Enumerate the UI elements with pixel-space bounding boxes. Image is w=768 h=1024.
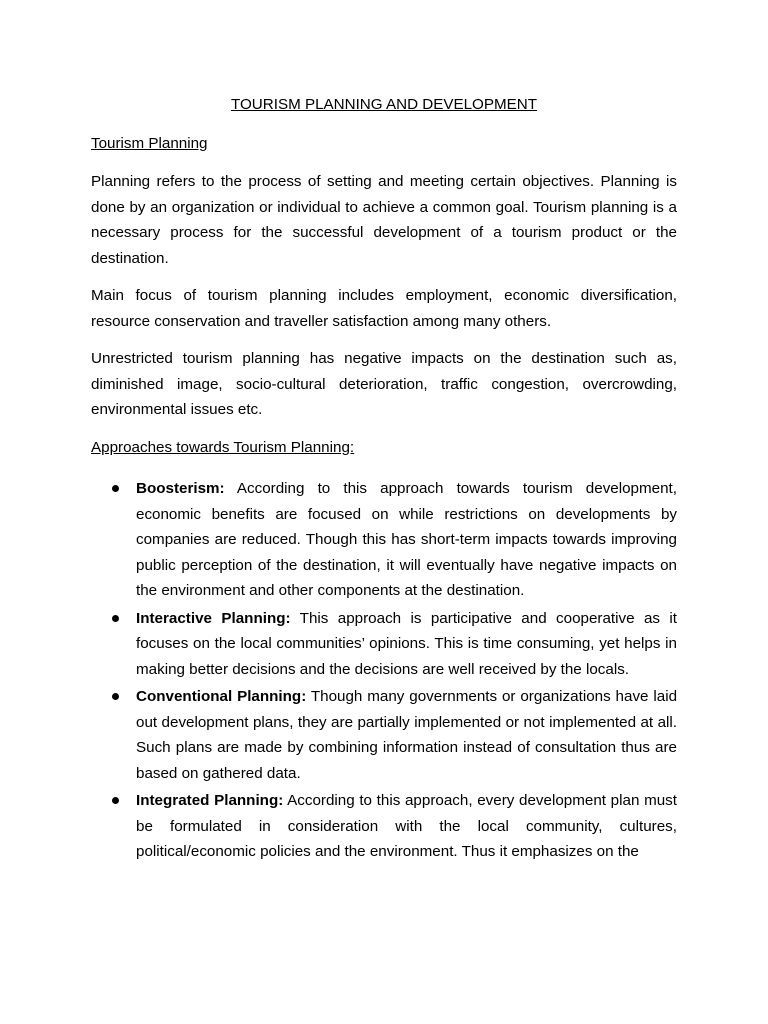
approaches-heading: Approaches towards Tourism Planning:: [91, 438, 355, 456]
bullet-icon: [112, 615, 119, 622]
paragraph-negative-impacts: Unrestricted tourism planning has negative impacts on the destination such as, diminished image, socio-cultural deterioration, traffic congestion, overcrowding, environmental issues etc.: [91, 350, 677, 418]
section-heading: Tourism Planning: [91, 134, 208, 152]
bullet-icon: [112, 797, 119, 804]
list-item-boosterism: [91, 476, 677, 604]
paragraph-planning-definition: Planning refers to the process of setting and meeting certain objectives. Planning is done by an organization or individual to achieve a common goal. Tourism planning is a necessary process for the successful development of a tourism product or the destination.: [91, 173, 677, 267]
approach-term: Interactive Planning:: [136, 609, 291, 627]
list-item-interactive-planning: [91, 606, 677, 683]
list-item-conventional-planning: [91, 684, 677, 786]
bullet-icon: [112, 485, 119, 492]
approach-term: Integrated Planning:: [136, 792, 284, 809]
approach-text: According to this approach towards tourism development, economic benefits are focused on while restrictions on developments by companies are reduced. Though this has short-term impacts towards improving public perception of the destination, it will eventually have negative impacts on the environment and other components at the destination.: [136, 480, 677, 599]
paragraph-main-focus: Main focus of tourism planning includes employment, economic diversification, resource conservation and traveller satisfaction among many others.: [91, 287, 677, 330]
list-item-integrated-planning: [91, 788, 677, 865]
document-body: [91, 92, 677, 867]
approaches-list: [91, 476, 677, 865]
approach-term: Conventional Planning:: [136, 688, 307, 705]
approach-term: Boosterism:: [136, 480, 225, 497]
document-title: TOURISM PLANNING AND DEVELOPMENT: [230, 96, 538, 113]
approach-text: According to this approach, every development plan must be formulated in consideration with the local community, cultures, political/economic policies and the environment. Thus it emphasizes on the: [136, 792, 677, 860]
approach-text: Though many governments or organizations have laid out development plans, they are partially implemented or not implemented at all. Such plans are made by combining information instead of consultation thus are based on gathered data.: [136, 688, 678, 782]
approach-text: This approach is participative and cooperative as it focuses on the local communities’ opinions. This is time consuming, yet helps in making better decisions and the decisions are well received by the locals.: [136, 609, 677, 678]
bullet-icon: [112, 693, 119, 700]
